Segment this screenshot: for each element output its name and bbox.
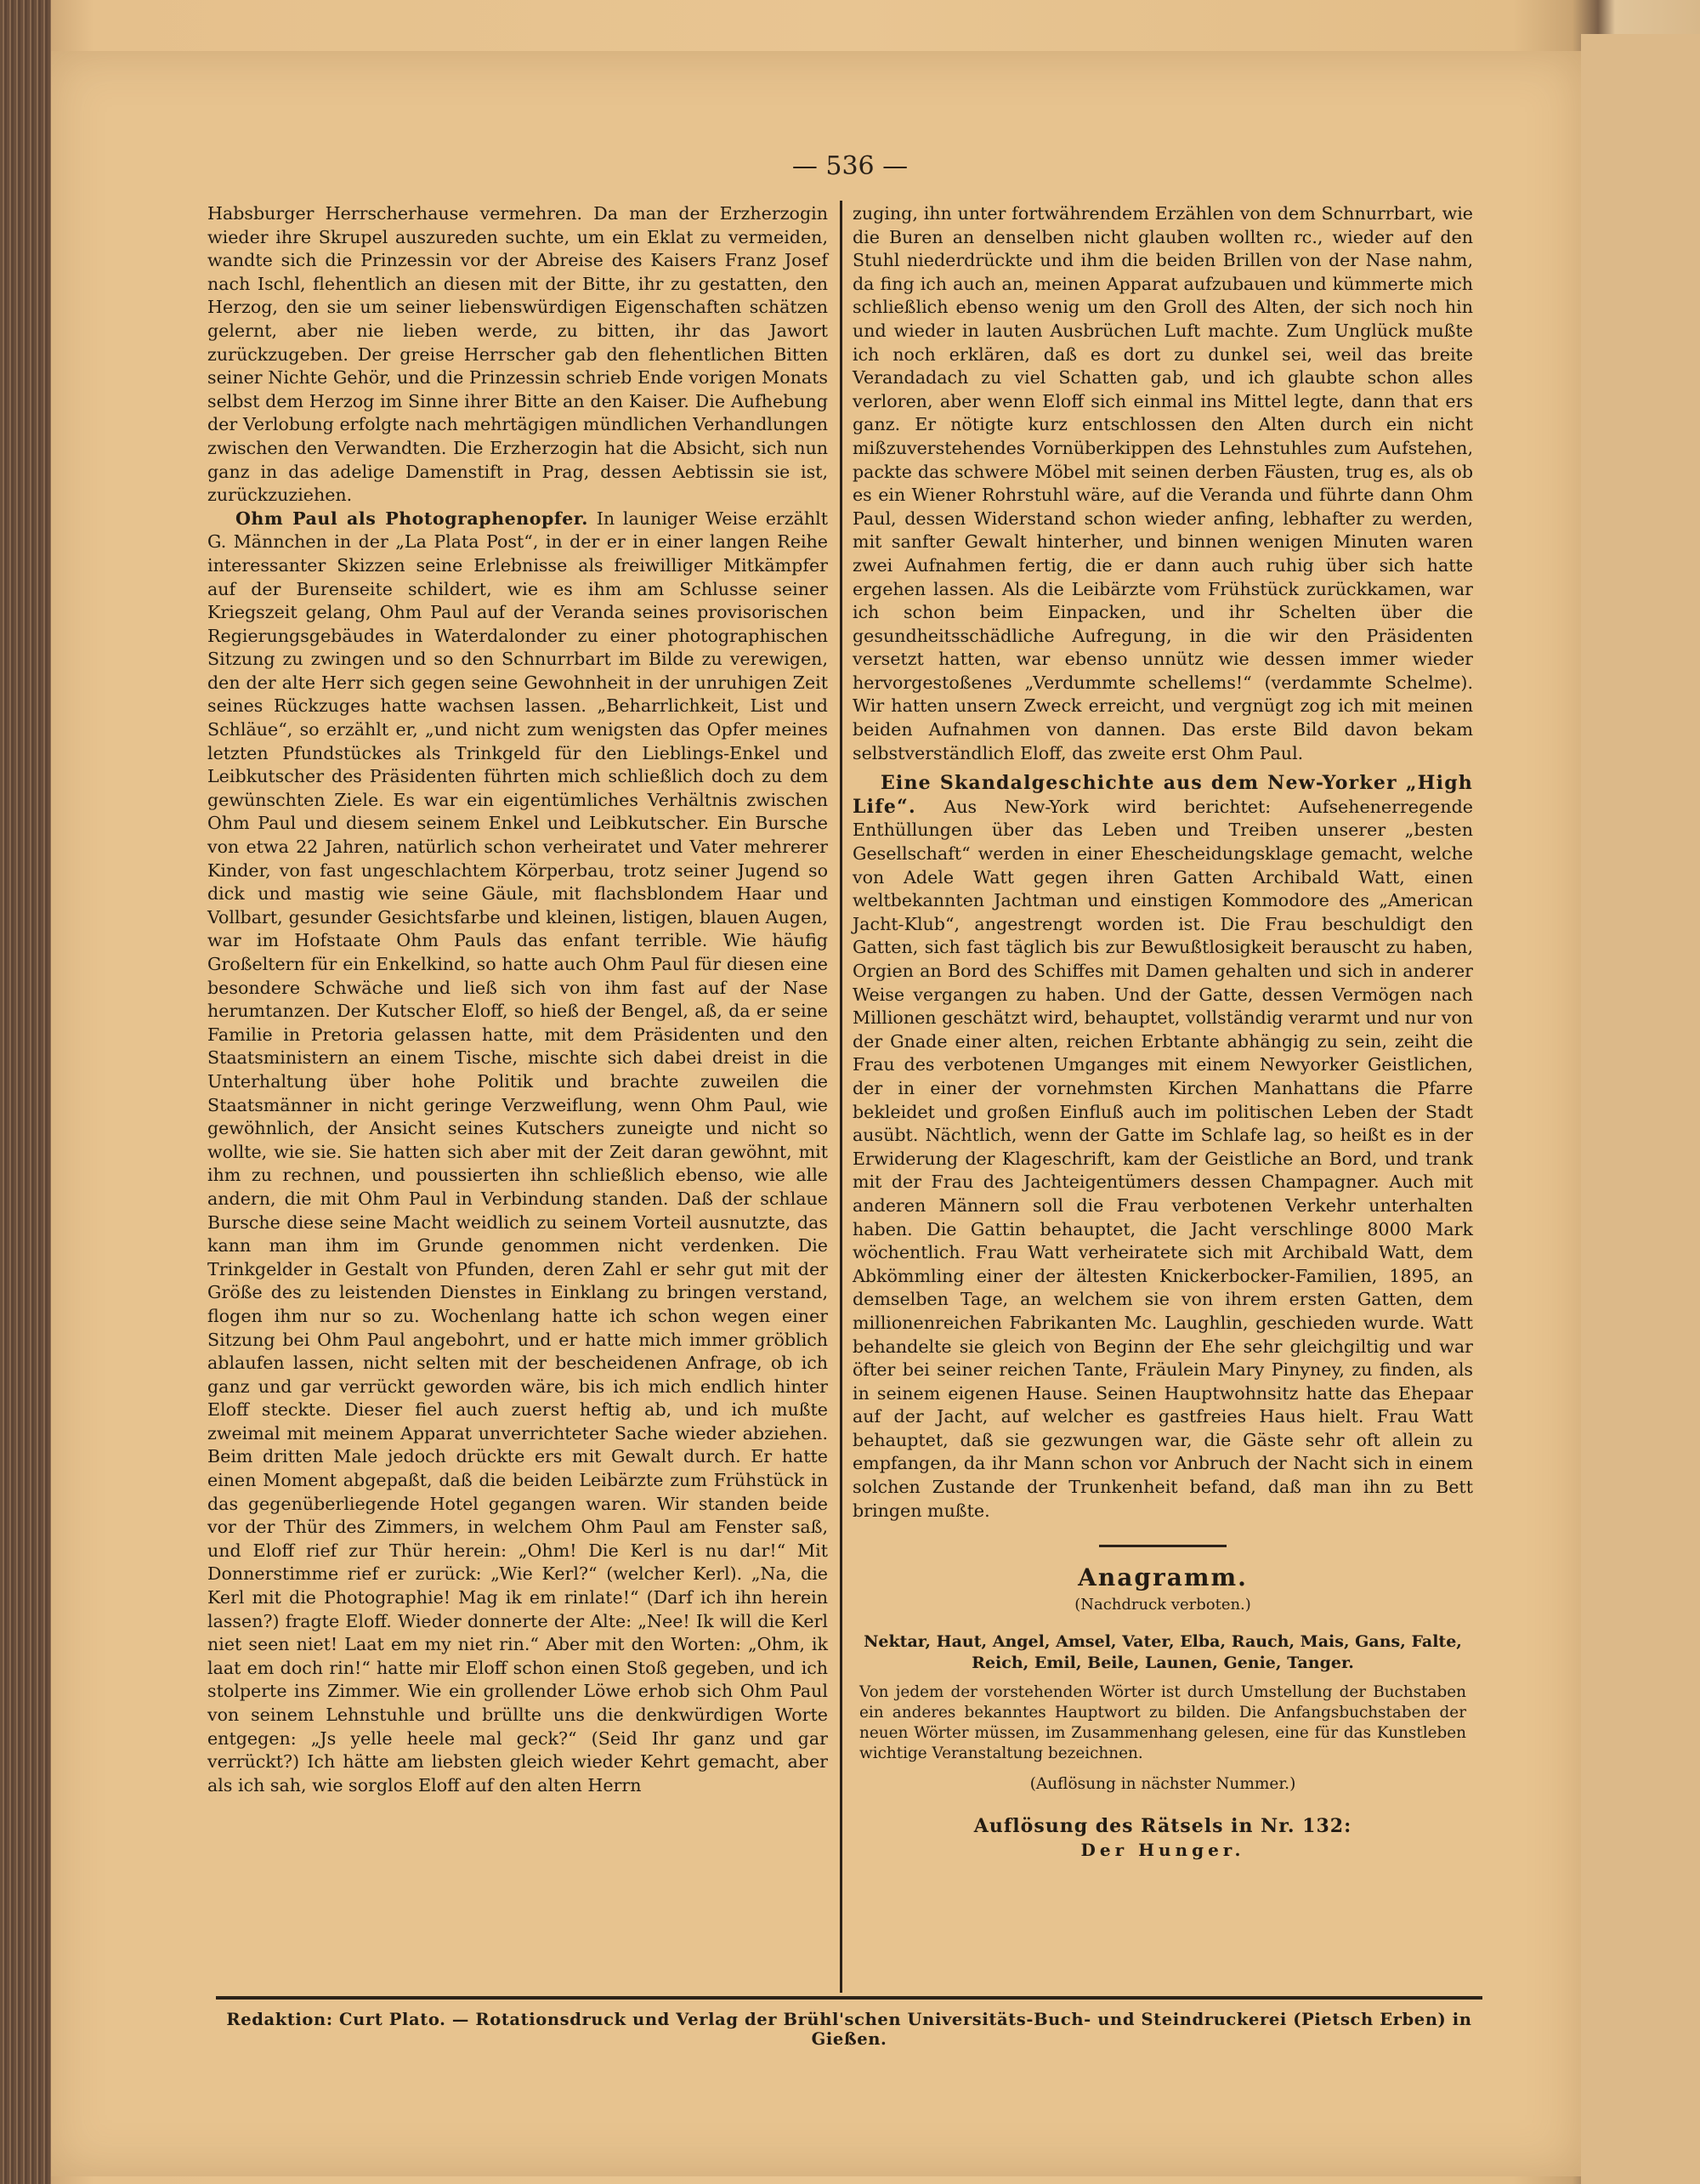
article-heading-ohm-paul: Ohm Paul als Photographenopfer.: [235, 508, 588, 529]
facing-page-edge: [1581, 34, 1700, 2184]
article-body-ohm-paul: In launiger Weise erzählt G. Männchen in der „La Plata Post“, in der er in einer langen Reihe interessanter Skizzen seine Erlebnisse als freiwilliger Mitkämpfer auf der Burenseite schildert, wie es ihm am Schlusse seiner Kriegszeit gelang, Ohm Paul auf der Veranda seines provisorischen Regierungsgebäudes in Waterdalonder zu einer photographischen Sitzung zu zwingen und so den Schnurrbart im Bilde zu verewigen, den der alte Herr sich gegen seine Gewohnheit in der unruhigen Zeit seines Rückzuges hatte wachsen lassen. „Beharrlichkeit, List und Schläue“, so erzählt er, „und nicht zum wenigsten das Opfer meines letzten Pfundstückes als Trinkgeld für den Lieblings-Enkel und Leibkutscher des Präsidenten führten mich schließlich doch zu dem gewünschten Ziele. Es war ein eigentümliches Verhältnis zwischen Ohm Paul und diesem seinem Enkel und Leibkutscher. Ein Bursche von etwa 22 Jahren, natürlich schon verheiratet und Vater mehrerer Kinder, von fast ungeschlachtem Körperbau, trotz seiner Jugend so dick und mastig wie seine Gäule, mit flachsblondem Haar und Vollbart, gesunder Gesichtsfarbe und kleinen, listigen, blauen Augen, war im Hofstaate Ohm Pauls das enfant terrible. Wie häufig Großeltern für ein Enkelkind, so hatte auch Ohm Paul für diesen eine besondere Schwäche und ließ sich von ihm fast auf der Nase herumtanzen. Der Kutscher Eloff, so hieß der Bengel, aß, da er seine Familie in Pretoria gelassen hatte, mit dem Präsidenten und den Staatsministern an einem Tische, mischte sich dabei dreist in die Unterhaltung über hohe Politik und brachte zuweilen die Staatsmänner in nicht geringe Verzweiflung, wenn Ohm Paul, wie gewöhnlich, der Ansicht seines Kutschers zuneigte und nicht so wollte, wie sie. Sie hatten sich aber mit der Zeit daran gewöhnt, mit ihm zu rechnen, und poussierten ihn schließlich ebenso, wie alle andern, die mit Ohm Paul in Verbindung standen. Daß der schlaue Bursche diese seine Macht weidlich zu seinem Vorteil ausnutzte, das kann man ihm im Grunde genommen nicht verdenken. Die Trinkgelder in Gestalt von Pfunden, deren Zahl er sehr gut mit der Größe des zu leistenden Dienstes in Einklang zu bringen verstand, flogen ihm nur so zu. Wochenlang hatte ich schon wegen einer Sitzung bei Ohm Paul angebohrt, und er hatte mich immer gröblich ablaufen lassen, nicht selten mit der bescheidenen Anfrage, ob ich ganz und gar verrückt geworden wäre, bis ich mich endlich hinter Eloff steckte. Dieser fiel auch zuerst heftig ab, und ich mußte zweimal mit meinem Apparat unverrichteter Sache wieder abziehen. Beim dritten Male jedoch drückte ers mit Gewalt durch. Er hatte einen Moment abgepaßt, daß die beiden Leibärzte zum Frühstück in das gegenüberliegende Hotel gegangen waren. Wir standen beide vor der Thür des Zimmers, in welchem Ohm Paul am Fenster saß, und Eloff rief zur Thür herein: „Ohm! Die Kerl is nu dar!“ Mit Donnerstimme rief er zurück: „Wie Kerl?“ (welcher Kerl). „Na, die Kerl mit die Photographie! Mag ik em rinlate!“ (Darf ich ihn herein lassen?) fragte Eloff. Wieder donnerte der Alte: „Nee! Ik will die Kerl niet seen niet! Laat em my niet rin.“ Aber mit den Worten: „Ohm, ik laat em doch rin!“ hatte mir Eloff schon einen Stoß gegeben, und ich stolperte ins Zimmer. Wie ein grollender Löwe erhob sich Ohm Paul von seinem Lehnstuhle und brüllte uns die denkwürdigen Worte entgegen: „Js yelle heele mal geck?“ (Seid Ihr ganz und gar verrückt?) Ich hätte am liebsten gleich wieder Kehrt gemacht, aber als ich sah, wie sorglos Eloff auf den alten Herrn: [207, 508, 828, 1795]
anagram-riddle: [853, 1563, 1473, 1862]
article-body-new-york-scandal: Aus New-York wird berichtet: Aufsehenerregende Enthüllungen über das Leben und Treiben unserer „besten Gesellschaft“ werden in einer Ehescheidungsklage gemacht, welche von Adele Watt gegen ihren Gatten Archibald Watt, einen weltbekannten Jachtman und einstigen Kommodore des „American Jacht-Klub“, angestrengt worden ist. Die Frau beschuldigt den Gatten, sich fast täglich bis zur Bewußtlosigkeit berauscht zu haben, Orgien an Bord des Schiffes mit Damen gehalten und sich in anderer Weise vergangen zu haben. Und der Gatte, dessen Vermögen nach Millionen geschätzt wird, behauptet, vollständig verarmt und nur von der Gnade einer alten, reichen Erbtante abhängig zu sein, zeiht die Frau des verbotenen Umganges mit einem Newyorker Geistlichen, der in einer der vornehmsten Kirchen Manhattans die Pfarre bekleidet und großen Einfluß auch im politischen Leben der Stadt ausübt. Nächtlich, wenn der Gatte im Schlafe lag, so heißt es in der Erwiderung der Klageschrift, kam der Geistliche an Bord, und trank mit der Frau des Jachteigentümers dessen Champagner. Auch mit anderen Männern soll die Frau verbotenen Verkehr unterhalten haben. Die Gattin behauptet, die Jacht verschlinge 8000 Mark wöchentlich. Frau Watt verheiratete sich mit Archibald Watt, dem Abkömmling einer der ältesten Knickerbocker-Familien, 1895, an demselben Tage, an welchem sie von ihrem ersten Gatten, dem millionenreichen Fabrikanten Mc. Laughlin, geschieden wurde. Watt behandelte sie gleich von Beginn der Ehe sehr gleichgiltig und war öfter bei seiner reichen Tante, Fräulein Mary Pinyney, zu finden, als in seinem eigenen Hause. Seinen Hauptwohnsitz hatte das Ehepaar auf der Jacht, auf welcher es gastfreies Haus hielt. Frau Watt behauptet, daß sie gezwungen war, die Gäste sehr oft allein zu empfangen, da ihr Mann schon vor Anbruch der Nacht sich in einem solchen Zustande der Trunkenheit befand, daß man ihn zu Bett bringen mußte.: [853, 796, 1473, 1521]
imprint-footer: Redaktion: Curt Plato. — Rotationsdruck und Verlag der Brühl'schen Universitäts-Buch- und Steindruckerei (Pietsch Erben) in Gießen.: [226, 2010, 1472, 2049]
article-archduchess-continuation: Habsburger Herrscherhause vermehren. Da man der Erzherzogin wieder ihre Skrupel auszureden suchte, um ein Eklat zu vermeiden, wandte sich die Prinzessin vor der Abreise des Kaisers Franz Josef nach Ischl, flehentlich an diesen mit der Bitte, ihr zu gestatten, den Herzog, den sie um seiner liebenswürdigen Eigenschaften schätzen gelernt, aber nie lieben werde, zu bitten, ihr das Jawort zurückzugeben. Der greise Herrscher gab den flehentlichen Bitten seiner Nichte Gehör, und die Prinzessin schrieb Ende vorigen Monats selbst dem Herzog im Sinne ihrer Bitte an den Kaiser. Die Aufhebung der Verlobung erfolgte nach mehrtägigen mündlichen Verhandlungen zwischen den Verwandten. Die Erzherzogin hat die Absicht, sich nun ganz in das adelige Damenstift in Prag, dessen Aebtissin sie ist, zurückzuziehen.: [207, 203, 828, 506]
right-column: [853, 202, 1473, 1862]
riddle-title: Anagramm.: [1078, 1563, 1248, 1592]
footer-rule: [216, 1996, 1482, 2000]
article-ohm-paul-continuation: zuging, ihn unter fortwährendem Erzählen von dem Schnurrbart, wie die Buren an denselben nicht glauben wollten rc., wieder auf den Stuhl niederdrückte und ihm die beiden Brillen von der Nase nahm, da fing ich auch an, meinen Apparat aufzubauen und kümmerte mich schließlich ebenso wenig um den Groll des Alten, der sich noch hin und wieder in lauten Ausbrüchen Luft machte. Zum Unglück mußte ich noch erklären, daß es dort zu dunkel sei, weil das breite Verandadach zu viel Schatten gab, und ich glaubte schon alles verloren, aber wenn Eloff sich einmal ins Mittel legte, dann that ers ganz. Er nötigte kurz entschlossen den Alten durch ein nicht mißzuverstehendes Vornüberkippen des Lehnstuhles zum Aufstehen, packte das schwere Möbel mit seinen derben Fäusten, trug es, als ob es ein Wiener Rohrstuhl wäre, auf die Veranda und führte dann Ohm Paul, dessen Widerstand schon wieder anfing, lebhafter zu werden, mit sanfter Gewalt hinterher, und binnen wenigen Minuten waren zwei Aufnahmen fertig, die er dann auch ruhig über sich hatte ergehen lassen. Als die Leibärzte vom Frühstück zurückkamen, war ich schon beim Einpacken, und ihr Schelten über die gesundheitsschädliche Aufregung, in die wir den Präsidenten versetzt hatten, war ebenso unnütz wie dessen immer wieder hervorgestoßenes „Verdummte schellems!“ (verdammte Schelme). Wir hatten unsern Zweck erreicht, und vergnügt zog ich mit meinen beiden Aufnahmen von dannen. Das erste Bild davon bekam selbstverständlich Eloff, das zweite erst Ohm Paul.: [853, 203, 1473, 763]
riddle-copyright-note: (Nachdruck verboten.): [1074, 1595, 1251, 1614]
left-column: [207, 202, 828, 1797]
riddle-word-list: Nektar, Haut, Angel, Amsel, Vater, Elba, Rauch, Mais, Gans, Falte, Reich, Emil, Beile, Launen, Genie, Tanger.: [864, 1632, 1462, 1673]
previous-solution-answer: Der Hunger.: [1080, 1839, 1245, 1860]
riddle-instructions: Von jedem der vorstehenden Wörter ist durch Umstellung der Buchstaben ein anderes bekanntes Hauptwort zu bilden. Die Anfangsbuchstaben der neuen Wörter müssen, im Zusammenhang gelesen, eine für das Kunstleben wichtige Veranstaltung bezeichnen.: [859, 1683, 1466, 1763]
riddle-solution-note: (Auflösung in nächster Nummer.): [1029, 1775, 1296, 1794]
column-divider: [840, 201, 842, 1993]
page-number: — 536 —: [791, 151, 909, 181]
article-ohm-paul: [207, 508, 828, 1798]
book-page-edges: [0, 0, 51, 2184]
article-heading-new-york-scandal: Eine Skandalgeschichte aus dem New-Yorker „High Life“.: [853, 772, 1473, 818]
previous-solution-title: Auflösung des Rätsels in Nr. 132:: [973, 1815, 1352, 1838]
article-new-york-scandal: [853, 772, 1473, 1523]
section-divider: [1099, 1545, 1227, 1547]
